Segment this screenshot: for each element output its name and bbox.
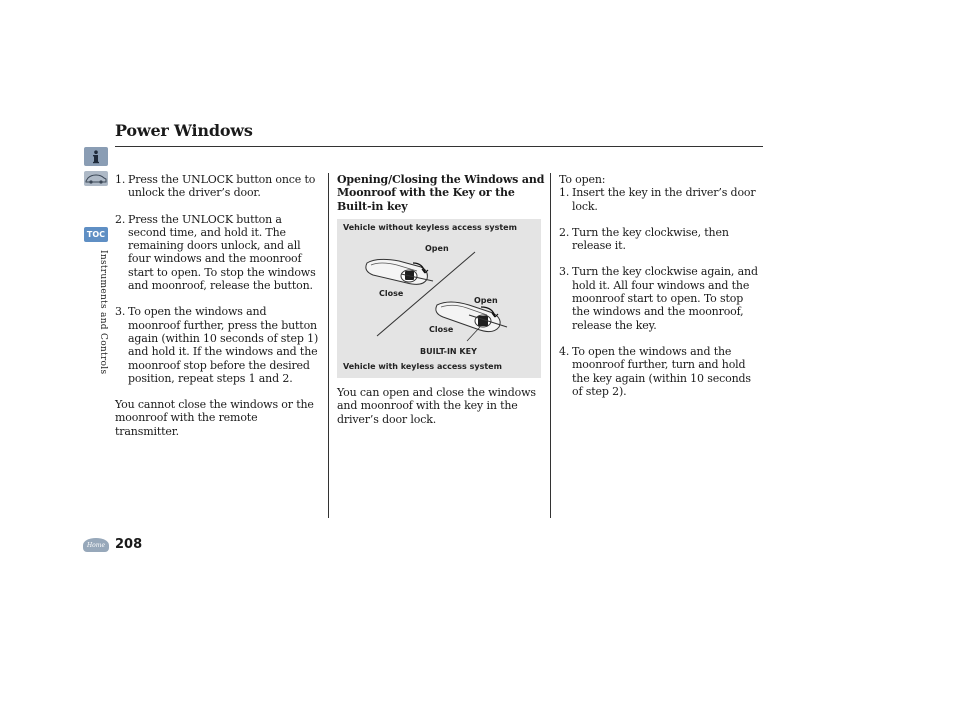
step-text: Press the UNLOCK button a second time, and hold it. The remaining doors unlock, and all four windows and the moonroof start to open. To stop the windows and moonroof, release the button.: [128, 212, 316, 293]
step-number: 3.: [559, 265, 570, 279]
step-1: [559, 186, 761, 213]
section-label: Instruments and Controls: [98, 250, 108, 375]
step-2: [115, 213, 319, 293]
title-divider: [115, 146, 763, 147]
step-number: 2.: [559, 225, 570, 239]
toc-button[interactable]: TOC: [84, 227, 108, 242]
step-4: [559, 345, 761, 398]
step-text: To open the windows and the moonroof further, turn and hold the key again (within 10 seconds of step 2).: [572, 344, 751, 398]
step-3: [559, 265, 761, 331]
vehicle-index-button[interactable]: [84, 171, 108, 186]
step-text: To open the windows and moonroof further, press the button again (within 10 seconds of step 1) and hold it. If the windows and the moonroof stop before the desired position, repeat steps 1 and 2.: [128, 305, 319, 385]
info-icon: [91, 150, 101, 164]
step-2: [559, 226, 761, 253]
step-number: 1.: [559, 186, 570, 200]
step-number: 2.: [115, 212, 126, 226]
figure-caption-bottom: Vehicle with keyless access system: [343, 362, 502, 371]
step-text: Turn the key clockwise, then release it.: [572, 225, 729, 253]
step-text: Press the UNLOCK button once to unlock the driver’s door.: [128, 173, 316, 200]
close-label: Close: [429, 325, 454, 334]
section-heading: Opening/Closing the Windows and Moonroof with the Key or the Built-in key: [337, 173, 545, 213]
column-1: [115, 173, 319, 438]
column-divider: [328, 173, 329, 518]
page-title: Power Windows: [115, 121, 253, 140]
key-paragraph: You can open and close the windows and moonroof with the key in the driver’s door lock.: [337, 386, 536, 426]
column-2-paragraph: [337, 386, 545, 426]
column-divider: [550, 173, 551, 518]
step-text: Insert the key in the driver’s door lock.: [572, 186, 756, 213]
open-label: Open: [425, 244, 449, 253]
page-number: 208: [115, 537, 143, 552]
column-3: [559, 173, 761, 398]
step-number: 3.: [115, 305, 126, 319]
step-number: 4.: [559, 344, 570, 358]
remote-note: You cannot close the windows or the moonroof with the remote transmitter.: [115, 398, 314, 438]
step-number: 1.: [115, 173, 126, 186]
car-icon: [85, 174, 107, 184]
step-1: [115, 173, 319, 200]
info-nav-button[interactable]: [84, 147, 108, 166]
close-label: Close: [379, 289, 404, 298]
step-text: Turn the key clockwise again, and hold it. All four windows and the moonroof start to open. To stop the windows and the moonroof, release the key.: [572, 265, 758, 332]
home-button[interactable]: Home: [83, 538, 109, 552]
builtin-key-label: BUILT-IN KEY: [420, 347, 477, 356]
column-2: [337, 173, 545, 213]
step-3: [115, 305, 319, 385]
key-operation-figure: [337, 219, 541, 378]
figure-caption-top: Vehicle without keyless access system: [343, 223, 517, 232]
intro-text: To open:: [559, 173, 606, 186]
open-label: Open: [474, 296, 498, 305]
